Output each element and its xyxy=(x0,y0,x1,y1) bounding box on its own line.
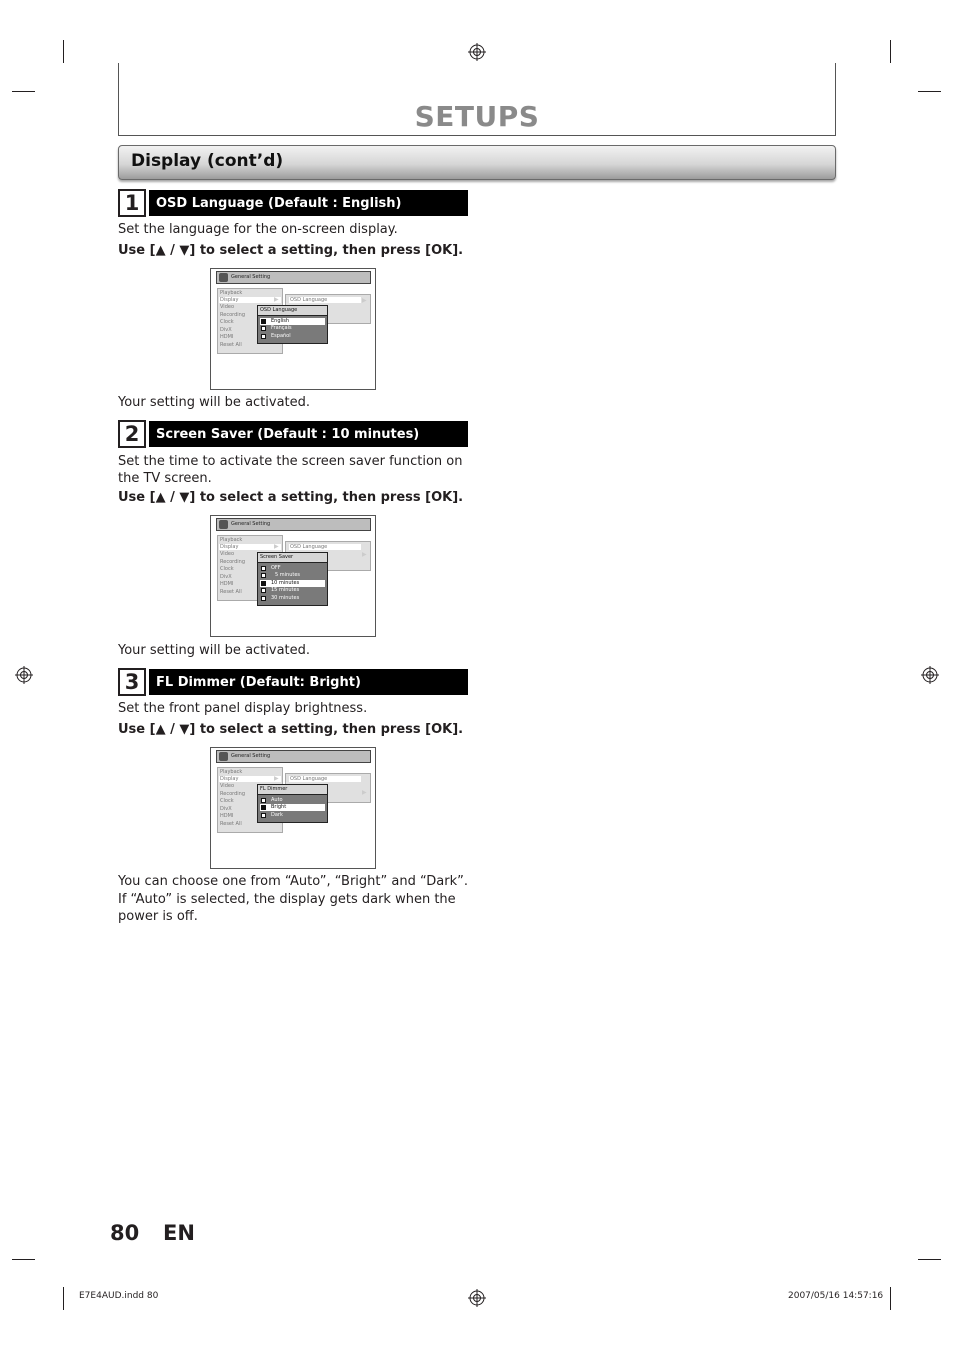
crop-mark xyxy=(12,1259,35,1260)
checkbox-icon xyxy=(261,326,266,331)
osd-menu-item: Recording xyxy=(220,312,246,318)
osd-menu-item: HDMI xyxy=(220,334,234,340)
osd-header xyxy=(216,271,371,284)
osd-menu-item: Display xyxy=(220,776,239,782)
step-note-line: If “Auto” is selected, the display gets dark when the xyxy=(118,892,456,907)
osd-menu-item: Reset All xyxy=(220,821,242,827)
osd-header-label: General Setting xyxy=(231,521,271,527)
osd-menu-item: Reset All xyxy=(220,589,242,595)
step-instruction: Use [▲ / ▼] to select a setting, then press [OK]. xyxy=(118,243,464,258)
osd-header xyxy=(216,750,371,763)
osd-header xyxy=(216,518,371,531)
osd-option: 30 minutes xyxy=(260,595,325,602)
registration-mark-icon xyxy=(468,43,486,61)
osd-menu-item: Clock xyxy=(220,566,234,572)
step-note: Your setting will be activated. xyxy=(118,643,311,658)
registration-mark-icon xyxy=(921,666,939,684)
osd-option: Español xyxy=(260,333,325,340)
checkbox-checked-icon xyxy=(261,805,266,810)
crop-mark xyxy=(890,40,891,63)
osd-menu-item: Playback xyxy=(220,769,243,775)
osd-option: Dark xyxy=(260,812,325,819)
arrow-right-icon: ▶ xyxy=(362,551,367,558)
osd-option: 5 minutes xyxy=(260,572,325,579)
checkbox-icon xyxy=(261,588,266,593)
step-description: Set the time to activate the screen saver function on the TV screen. xyxy=(118,454,463,486)
checkbox-icon xyxy=(261,813,266,818)
osd-menu-item: Playback xyxy=(220,537,243,543)
osd-popup xyxy=(257,305,328,344)
osd-option: Auto xyxy=(260,797,325,804)
osd-option: English xyxy=(260,318,325,325)
osd-header-label: General Setting xyxy=(231,753,271,759)
arrow-right-icon: ▶ xyxy=(362,297,367,304)
osd-option: OFF xyxy=(260,565,325,572)
arrow-right-icon: ▶ xyxy=(274,543,279,550)
checkbox-icon xyxy=(261,334,266,339)
osd-option: Français xyxy=(260,325,325,332)
step-instruction: Use [▲ / ▼] to select a setting, then press [OK]. xyxy=(118,490,464,505)
footer-file: E7E4AUD.indd 80 xyxy=(79,1291,159,1301)
settings-icon xyxy=(219,273,228,282)
osd-option: 15 minutes xyxy=(260,587,325,594)
osd-menu-item: HDMI xyxy=(220,581,234,587)
section-header xyxy=(118,145,836,180)
osd-menu-item: Display xyxy=(220,297,239,303)
section-title: Display (cont’d) xyxy=(131,151,284,171)
crop-mark xyxy=(63,40,64,63)
checkbox-icon xyxy=(261,596,266,601)
osd-popup-title: OSD Language xyxy=(258,306,327,316)
osd-menu-item: DivX xyxy=(220,574,232,580)
step-number: 2 xyxy=(118,420,146,448)
settings-icon xyxy=(219,752,228,761)
footer-timestamp: 2007/05/16 14:57:16 xyxy=(788,1291,884,1301)
step-note-line: power is off. xyxy=(118,909,198,924)
checkbox-icon xyxy=(261,798,266,803)
osd-menu-item: DivX xyxy=(220,806,232,812)
page-language: EN xyxy=(163,1221,195,1245)
osd-option: Bright xyxy=(260,804,325,811)
osd-menu-item: HDMI xyxy=(220,813,234,819)
step-description: Set the front panel display brightness. xyxy=(118,701,368,716)
checkbox-icon xyxy=(261,566,266,571)
arrow-right-icon: ▶ xyxy=(362,789,367,796)
osd-menu-item: Playback xyxy=(220,290,243,296)
step-number: 1 xyxy=(118,189,146,217)
osd-popup-title: Screen Saver xyxy=(258,553,327,563)
osd-menu-item: Display xyxy=(220,544,239,550)
step-instruction: Use [▲ / ▼] to select a setting, then press [OK]. xyxy=(118,722,464,737)
osd-menu-item: Clock xyxy=(220,319,234,325)
crop-mark xyxy=(890,1287,891,1310)
arrow-right-icon: ▶ xyxy=(274,775,279,782)
registration-mark-icon xyxy=(468,1289,486,1307)
step-note-line: You can choose one from “Auto”, “Bright” and “Dark”. xyxy=(118,874,469,889)
step-note: Your setting will be activated. xyxy=(118,395,311,410)
osd-menu-item: Video xyxy=(220,783,235,789)
crop-mark xyxy=(918,91,941,92)
osd-menu-item: Video xyxy=(220,304,235,310)
osd-menu-item: Recording xyxy=(220,791,246,797)
osd-submenu-item: OSD Language xyxy=(289,544,361,550)
checkbox-icon xyxy=(261,573,266,578)
crop-mark xyxy=(918,1259,941,1260)
osd-header-label: General Setting xyxy=(231,274,271,280)
crop-mark xyxy=(63,1287,64,1310)
osd-menu-item: Reset All xyxy=(220,342,242,348)
checkbox-checked-icon xyxy=(261,319,266,324)
step-heading: OSD Language (Default : English) xyxy=(149,190,468,216)
step-number: 3 xyxy=(118,668,146,696)
osd-screenshot xyxy=(210,268,376,390)
page-title: SETUPS xyxy=(414,100,540,133)
checkbox-checked-icon xyxy=(261,581,266,586)
osd-menu-item: Video xyxy=(220,551,235,557)
osd-popup xyxy=(257,552,328,606)
step-heading: FL Dimmer (Default: Bright) xyxy=(149,669,468,695)
crop-mark xyxy=(12,91,35,92)
step-description: Set the language for the on-screen display. xyxy=(118,222,398,237)
arrow-right-icon: ▶ xyxy=(274,296,279,303)
osd-popup xyxy=(257,784,328,823)
step-heading: Screen Saver (Default : 10 minutes) xyxy=(149,421,468,447)
osd-screenshot xyxy=(210,747,376,869)
osd-menu-item: Recording xyxy=(220,559,246,565)
osd-option: 10 minutes xyxy=(260,580,325,587)
osd-popup-title: FL Dimmer xyxy=(258,785,327,795)
osd-menu-item: DivX xyxy=(220,327,232,333)
settings-icon xyxy=(219,520,228,529)
registration-mark-icon xyxy=(15,666,33,684)
osd-screenshot xyxy=(210,515,376,637)
osd-menu-item: Clock xyxy=(220,798,234,804)
osd-submenu-item: OSD Language xyxy=(289,297,361,303)
page-number: 80 xyxy=(110,1221,140,1245)
osd-submenu-item: OSD Language xyxy=(289,776,361,782)
